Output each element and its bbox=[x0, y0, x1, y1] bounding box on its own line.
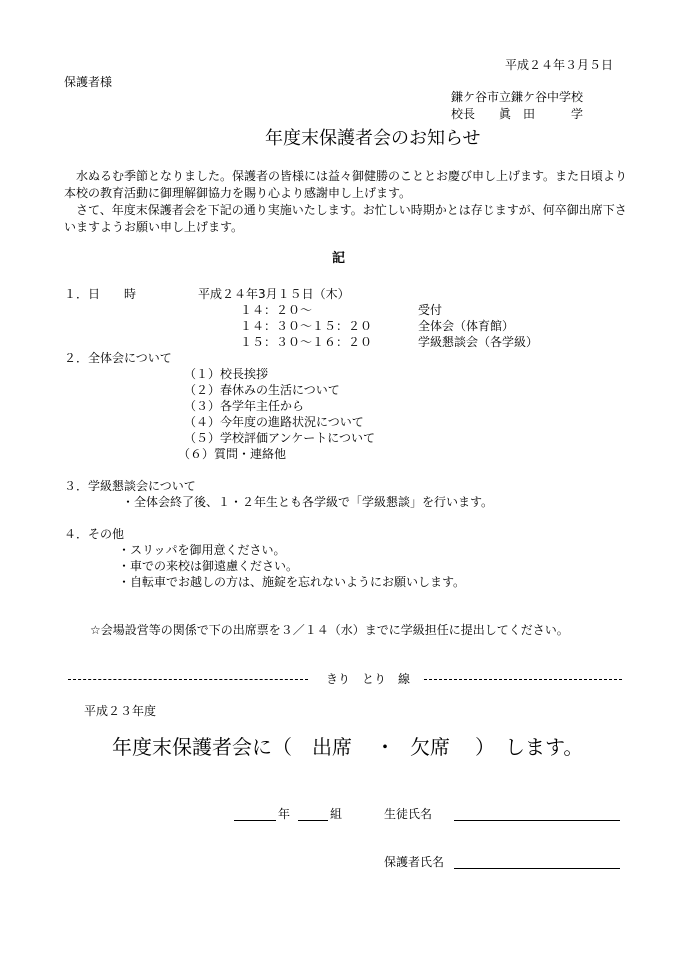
schedule-time: １４：２０～ bbox=[240, 303, 313, 317]
schedule-event: 学級懇談会（各学級） bbox=[418, 335, 539, 349]
schedule-event: 全体会（体育館） bbox=[418, 319, 515, 333]
guardian-name-label: 保護者氏名 bbox=[384, 855, 445, 869]
schedule-time: １４：３０～１５：２０ bbox=[240, 319, 373, 333]
addressee: 保護者様 bbox=[64, 75, 113, 89]
document-date: 平成２４年３月５日 bbox=[505, 58, 614, 72]
student-name-blank[interactable] bbox=[454, 820, 620, 821]
attendance-prefix: 年度末保護者会に（ bbox=[112, 735, 292, 759]
section4-item: ・自転車でお越しの方は、施錠を忘れないようにお願いします。 bbox=[118, 575, 466, 589]
agenda-item: （６）質問・連絡他 bbox=[178, 447, 287, 461]
page-title: 年度末保護者会のお知らせ bbox=[265, 128, 481, 149]
cutline-dashes-left bbox=[68, 679, 308, 680]
school-name: 鎌ケ谷市立鎌ケ谷中学校 bbox=[451, 90, 584, 104]
agenda-item: （１）校長挨拶 bbox=[184, 367, 269, 381]
event-date: 平成２４年3月１５日（木） bbox=[198, 287, 350, 301]
grade-blank[interactable] bbox=[234, 820, 276, 821]
class-blank[interactable] bbox=[298, 820, 328, 821]
grade-label: 年 bbox=[278, 807, 291, 821]
submission-notice: ☆会場設営等の関係で下の出席票を３／１４（水）までに学級担任に提出してください。 bbox=[90, 623, 569, 637]
attendance-suffix: ） します。 bbox=[475, 735, 584, 759]
section4-item: ・車での来校は御遠慮ください。 bbox=[118, 559, 299, 573]
principal-name: 校長 眞 田 学 bbox=[451, 107, 584, 121]
schedule-event: 受付 bbox=[418, 303, 443, 317]
agenda-item: （４）今年度の進路状況について bbox=[184, 415, 364, 429]
cutline-label: きり とり 線 bbox=[326, 672, 411, 686]
section2-heading: ２．全体会について bbox=[64, 351, 172, 365]
form-year: 平成２３年度 bbox=[84, 704, 157, 718]
absent-option[interactable]: 欠席 bbox=[410, 735, 450, 759]
guardian-name-blank[interactable] bbox=[454, 868, 620, 869]
student-name-label: 生徒氏名 bbox=[384, 807, 433, 821]
option-separator: ・ bbox=[375, 735, 395, 759]
cutline-dashes-right bbox=[424, 679, 622, 680]
intro-paragraph-2: さて、年度末保護者会を下記の通り実施いたします。お忙しい時期かとは存じますが、何卒御出席下さいますようお願い申し上げます。 bbox=[64, 203, 627, 234]
intro-paragraph-1: 水ぬるむ季節となりました。保護者の皆様には益々御健勝のこととお慶び申し上げます。また日頃より本校の教育活動に御理解御協力を賜り心より感謝申し上げます。 bbox=[64, 169, 628, 200]
agenda-item: （３）各学年主任から bbox=[184, 399, 305, 413]
attend-option[interactable]: 出席 bbox=[312, 735, 352, 759]
section1-heading: １．日 時 bbox=[64, 287, 137, 301]
class-label: 組 bbox=[330, 807, 343, 821]
section3-heading: ３．学級懇談会について bbox=[64, 479, 196, 493]
section4-item: ・スリッパを御用意ください。 bbox=[118, 543, 286, 557]
section4-heading: ４．その他 bbox=[64, 527, 125, 541]
ki-heading: 記 bbox=[332, 251, 346, 266]
section3-item: ・全体会終了後、１・２年生とも各学級で「学級懇談」を行います。 bbox=[122, 495, 494, 509]
intro-text bbox=[64, 168, 630, 236]
agenda-item: （２）春休みの生活について bbox=[184, 383, 340, 397]
agenda-item: （５）学校評価アンケートについて bbox=[184, 431, 376, 445]
schedule-time: １５：３０～１６：２０ bbox=[240, 335, 373, 349]
